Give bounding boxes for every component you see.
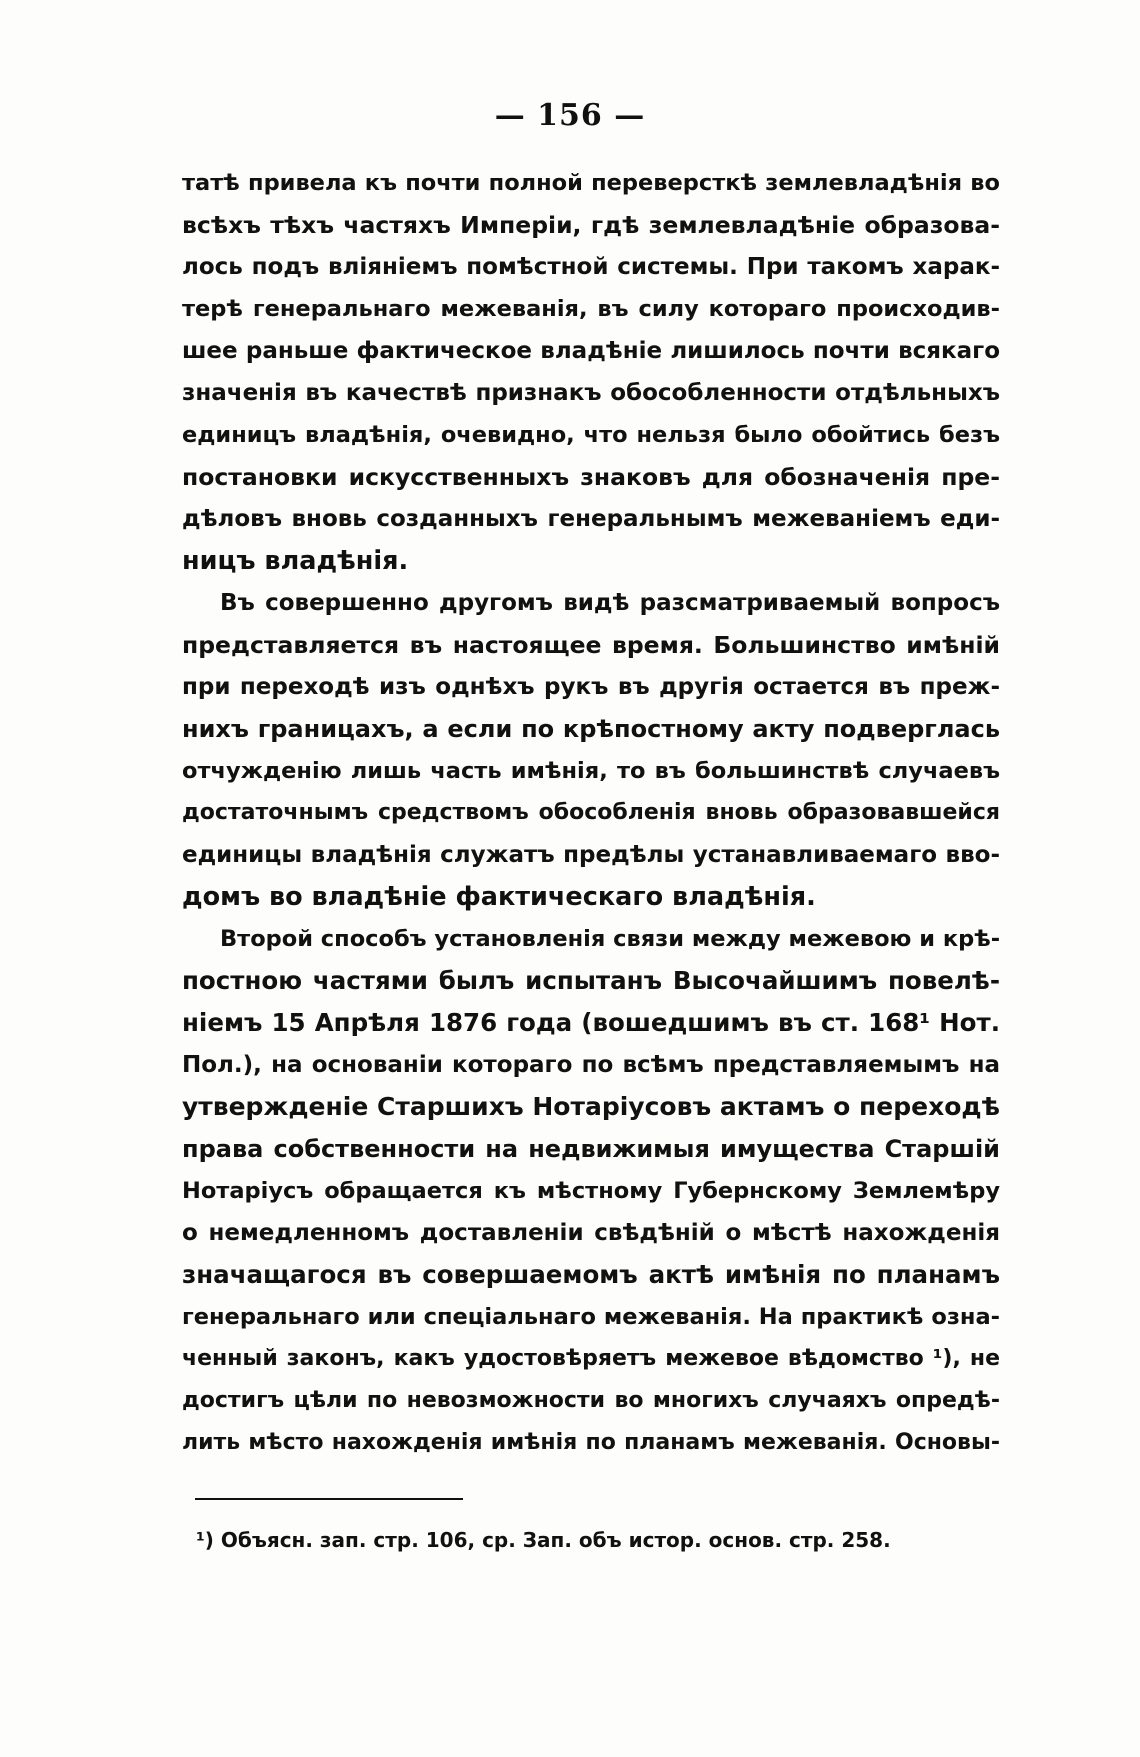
paragraph-2	[182, 582, 1000, 918]
text-line: ніемъ 15 Апрѣля 1876 года (вошедшимъ въ ст. 168¹ Нот.	[182, 1008, 1000, 1037]
text-line: значенія въ качествѣ признакъ обособленности отдѣльныхъ	[182, 380, 1000, 406]
text-line: представляется въ настоящее время. Большинство имѣній	[182, 631, 1000, 659]
text-line: единицъ владѣнія, очевидно, что нельзя было обойтись безъ	[182, 422, 1000, 448]
text-line: лить мѣсто нахожденія имѣнія по планамъ межеванія. Основы-	[182, 1430, 1000, 1455]
text-line: генеральнаго или спеціальнаго межеванія. На практикѣ озна-	[182, 1304, 1000, 1330]
text-line: ченный законъ, какъ удостовѣряетъ межевое вѣдомство ¹), не	[182, 1346, 1000, 1371]
text-line: лось подъ вліяніемъ помѣстной системы. При такомъ харак-	[182, 254, 1000, 280]
text-line: Нотаріусъ обращается къ мѣстному Губернскому Землемѣру	[182, 1178, 1000, 1204]
text-line: права собственности на недвижимыя имущества Старшій	[182, 1135, 1000, 1163]
text-line: о немедленномъ доставленіи свѣдѣній о мѣстѣ нахожденія	[182, 1220, 1000, 1246]
text-line: достаточнымъ средствомъ обособленія вновь образовавшейся	[182, 800, 1000, 825]
text-line: утвержденіе Старшихъ Нотаріусовъ актамъ о переходѣ	[182, 1092, 1000, 1121]
text-line: отчужденію лишь часть имѣнія, то въ большинствѣ случаевъ	[182, 758, 1000, 784]
text-line: татѣ привела къ почти полной переверсткѣ землевладѣнія во	[182, 170, 1000, 196]
text-line: шее раньше фактическое владѣніе лишилось почти всякаго	[182, 338, 1000, 364]
text-line: домъ во владѣніе фактическаго владѣнія.	[182, 882, 816, 912]
text-line: постановки искусственныхъ знаковъ для обозначенія пре-	[182, 463, 1000, 491]
footnote: ¹) Объясн. зап. стр. 106, ср. Зап. объ истор. основ. стр. 258.	[196, 1528, 891, 1552]
text-line: Второй способъ установленія связи между межевою и крѣ-	[220, 926, 1001, 952]
paragraph-3	[182, 918, 1000, 1464]
text-line: терѣ генеральнаго межеванія, въ силу котораго происходив-	[182, 296, 1000, 322]
text-line: при переходѣ изъ однѣхъ рукъ въ другія остается въ преж-	[182, 674, 1000, 700]
text-line: достигъ цѣли по невозможности во многихъ случаяхъ опредѣ-	[182, 1388, 1000, 1413]
text-line: постною частями былъ испытанъ Высочайшимъ повелѣ-	[182, 966, 1000, 995]
text-line: единицы владѣнія служатъ предѣлы устанавливаемаго вво-	[182, 842, 1000, 868]
text-line: нихъ границахъ, а если по крѣпостному акту подверглась	[182, 715, 1000, 743]
text-line: дѣловъ вновь созданныхъ генеральнымъ межеваніемъ еди-	[182, 506, 1000, 532]
text-line: Пол.), на основаніи котораго по всѣмъ представляемымъ на	[182, 1052, 1000, 1078]
paragraph-1	[182, 162, 1000, 582]
footnote-divider	[195, 1498, 463, 1500]
main-text	[182, 162, 1000, 1464]
text-line: всѣхъ тѣхъ частяхъ Имперіи, гдѣ землевладѣніе образова-	[182, 211, 1000, 239]
text-line: ницъ владѣнія.	[182, 546, 409, 576]
text-line: значащагося въ совершаемомъ актѣ имѣнія по планамъ	[182, 1260, 1000, 1289]
text-line: Въ совершенно другомъ видѣ разсматриваемый вопросъ	[220, 590, 1000, 616]
page-number: — 156 —	[494, 98, 646, 133]
